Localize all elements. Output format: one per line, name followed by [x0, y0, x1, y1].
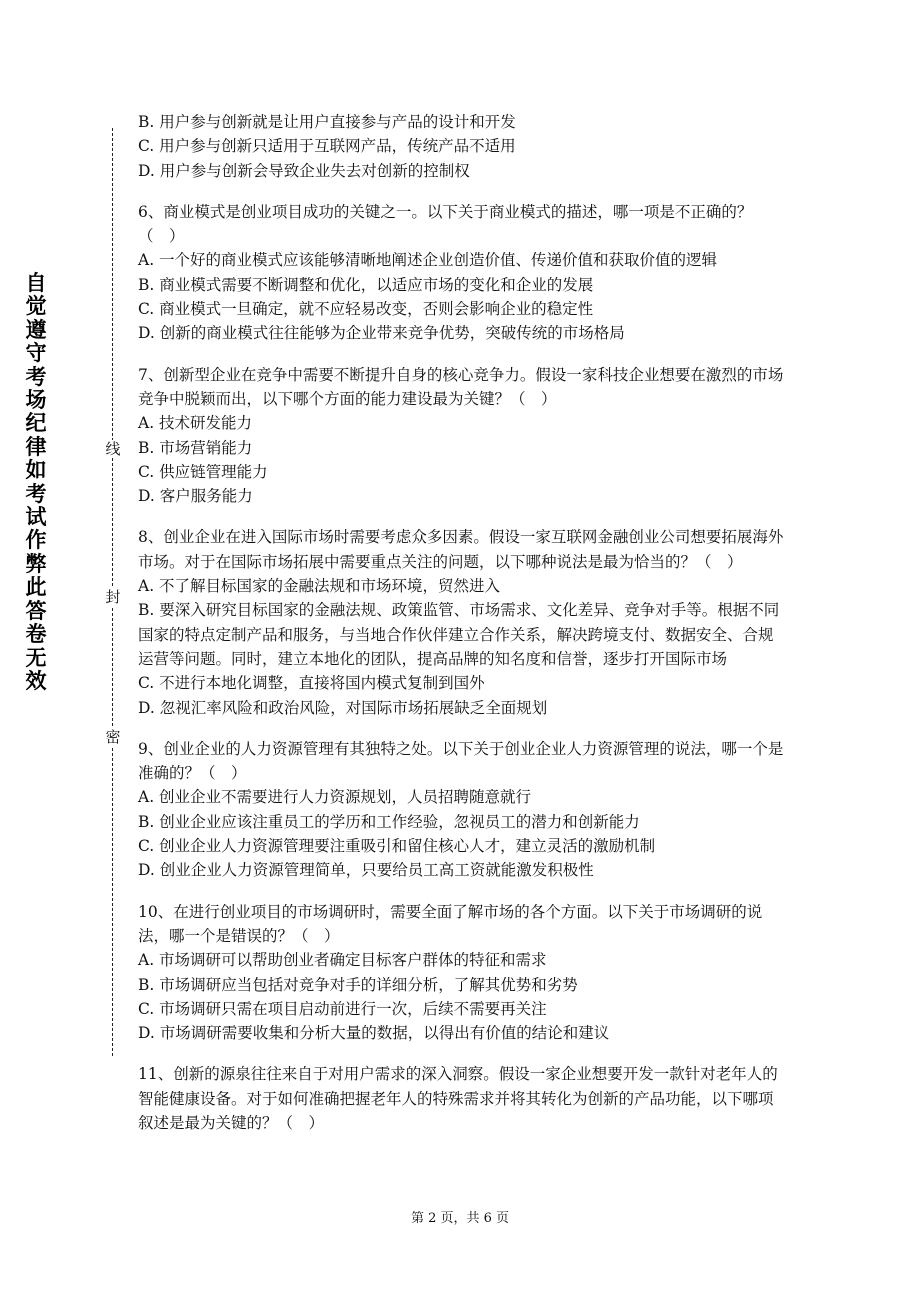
option-d: D. 忽视汇率风险和政治风险，对国际市场拓展缺乏全面规划	[138, 698, 548, 717]
option-b: B. 市场营销能力	[138, 438, 253, 457]
exam-discipline-notice: 自觉遵守考场纪律如考试作弊此答卷无效	[25, 271, 47, 693]
option-c: C. 供应链管理能力	[138, 462, 268, 481]
option-a: A. 技术研发能力	[138, 414, 253, 433]
option-c: C. 不进行本地化调整，直接将国内模式复制到国外	[138, 674, 485, 693]
question-11	[138, 1062, 788, 1135]
option-a: A. 一个好的商业模式应该能够清晰地阐述企业创造价值、传递价值和获取价值的逻辑	[138, 251, 718, 270]
question-8	[138, 525, 788, 719]
question-stem: 7、创新型企业在竞争中需要不断提升自身的核心竞争力。假设一家科技企业想要在激烈的市场竞争中脱颖而出，以下哪个方面的能力建设最为关键？（ ）	[138, 365, 784, 408]
option-c: C. 用户参与创新只适用于互联网产品，传统产品不适用	[138, 137, 516, 156]
option-d: D. 市场调研需要收集和分析大量的数据，以得出有价值的结论和建议	[138, 1024, 610, 1043]
binding-label-mi: 密	[105, 728, 121, 746]
question-content	[138, 110, 788, 1135]
question-stem: 11、创新的源泉往往来自于对用户需求的深入洞察。假设一家企业想要开发一款针对老年人的智能健康设备。对于如何准确把握老年人的特殊需求并将其转化为创新的产品功能，以下哪项叙述是最为关键的？（ ）	[138, 1065, 778, 1132]
option-b: B. 商业模式需要不断调整和优化，以适应市场的变化和企业的发展	[138, 275, 594, 294]
question-9	[138, 737, 788, 883]
question-6	[138, 200, 788, 346]
question-stem: 10、在进行创业项目的市场调研时，需要全面了解市场的各个方面。以下关于市场调研的说法，哪一个是错误的？（ ）	[138, 902, 763, 945]
page-footer: 第 2 页，共 6 页	[410, 1211, 510, 1226]
option-d: D. 用户参与创新会导致企业失去对创新的控制权	[138, 161, 470, 180]
question-7	[138, 363, 788, 509]
binding-label-xian: 线	[105, 440, 121, 458]
question-stem: 9、创业企业的人力资源管理有其独特之处。以下关于创业企业人力资源管理的说法，哪一个是准确的？（ ）	[138, 739, 784, 783]
option-b: B. 市场调研应当包括对竞争对手的详细分析，了解其优势和劣势	[138, 975, 578, 994]
option-b: B. 要深入研究目标国家的金融法规、政策监管、市场需求、文化差异、竞争对手等。根据不同国家的特点定制产品和服务，与当地合作伙伴建立合作关系，解决跨境支付、数据安全、合规运营等问题。同时，建立本地化的团队，提高品牌的知名度和信誉，逐步打开国际市场	[138, 601, 780, 668]
question-stem: 8、创业企业在进入国际市场时需要考虑众多因素。假设一家互联网金融创业公司想要拓展海外市场。对于在国际市场拓展中需要重点关注的问题，以下哪种说法是最为恰当的？（ ）	[138, 528, 784, 571]
option-b: B. 创业企业应该注重员工的学历和工作经验，忽视员工的潜力和创新能力	[138, 812, 640, 831]
option-a: A. 市场调研可以帮助创业者确定目标客户群体的特征和需求	[138, 951, 547, 970]
option-a: A. 不了解目标国家的金融法规和市场环境，贸然进入	[138, 577, 501, 596]
option-c: C. 创业企业人力资源管理要注重吸引和留住核心人才，建立灵活的激励机制	[138, 837, 656, 856]
option-d: D. 客户服务能力	[138, 487, 253, 506]
option-b: B. 用户参与创新就是让用户直接参与产品的设计和开发	[138, 113, 516, 131]
option-d: D. 创业企业人力资源管理简单，只要给员工高工资就能激发积极性	[138, 861, 594, 880]
option-a: A. 创业企业不需要进行人力资源规划，人员招聘随意就行	[138, 788, 532, 807]
question-10	[138, 900, 788, 1046]
option-c: C. 市场调研只需在项目启动前进行一次，后续不需要再关注	[138, 999, 547, 1018]
option-d: D. 创新的商业模式往往能够为企业带来竞争优势，突破传统的市场格局	[138, 324, 625, 343]
binding-label-feng: 封	[105, 588, 121, 606]
question-stem: 6、商业模式是创业项目成功的关键之一。以下关于商业模式的描述，哪一项是不正确的？（ ）	[138, 202, 753, 246]
continued-question-5	[138, 110, 788, 183]
option-c: C. 商业模式一旦确定，就不应轻易改变，否则会影响企业的稳定性	[138, 300, 594, 319]
